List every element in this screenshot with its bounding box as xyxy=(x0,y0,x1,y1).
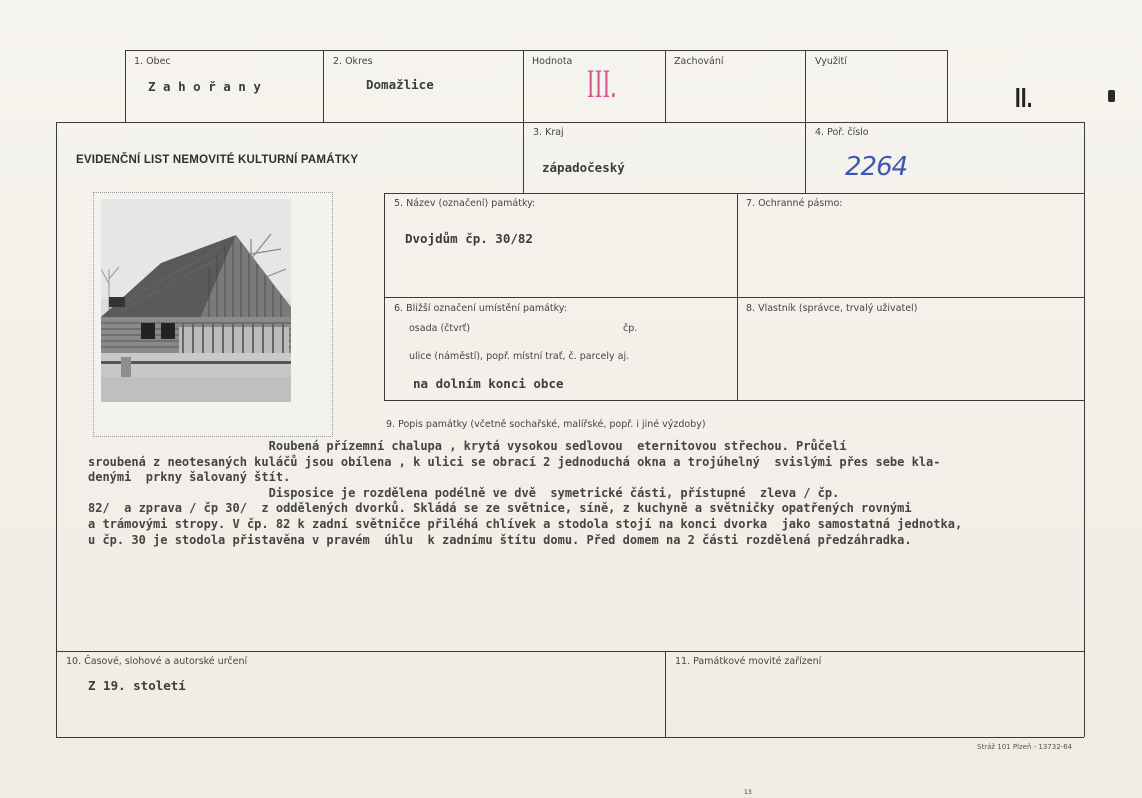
rule xyxy=(56,122,1084,123)
obec-value: Z a h o ř a n y xyxy=(148,79,261,94)
hodnota-stamp: III. xyxy=(587,61,617,106)
nazev-label: 5. Název (označení) památky: xyxy=(394,198,536,209)
hodnota-label: Hodnota xyxy=(532,56,573,67)
ink-mark xyxy=(1108,90,1115,102)
obec-label: 1. Obec xyxy=(134,56,171,67)
rule xyxy=(323,50,324,122)
popis-line: Roubená přízemní chalupa , krytá vysokou sedlovou eternitovou střechou. Průčelí xyxy=(88,439,847,453)
rule xyxy=(56,651,1084,652)
print-footer: Stráž 101 Plzeň - 13732-64 xyxy=(977,743,1073,751)
kraj-label: 3. Kraj xyxy=(533,127,564,138)
rule xyxy=(1084,122,1085,737)
umisteni-label: 6. Bližší označení umístění památky: xyxy=(394,303,567,314)
vlastnik-label: 8. Vlastník (správce, trvalý uživatel) xyxy=(746,303,918,314)
okres-label: 2. Okres xyxy=(333,56,373,67)
okres-value: Domažlice xyxy=(366,77,434,92)
popis-line: a trámovými stropy. V čp. 82 k zadní světničce přiléhá chlívek a stodola stojí na konci dvorka jako samostatná jednotka, xyxy=(88,516,963,531)
ochranne-label: 7. Ochranné pásmo: xyxy=(746,198,843,209)
rule xyxy=(523,50,524,193)
popis-line: Disposice je rozdělena podélně ve dvě symetrické části, přístupné zleva / čp. xyxy=(88,485,840,500)
zachovani-label: Zachování xyxy=(674,56,724,67)
umisteni-value: na dolním konci obce xyxy=(413,376,564,391)
rule xyxy=(384,193,1084,194)
vyuziti-label: Využití xyxy=(815,56,847,67)
rule xyxy=(665,50,666,122)
popis-line: denými prkny šalovaný štít. xyxy=(88,470,291,485)
por-cislo-label: 4. Poř. číslo xyxy=(815,127,869,138)
popis-label: 9. Popis památky (včetně sochařské, malířské, popř. i jiné výzdoby) xyxy=(386,419,706,430)
popis-line: u čp. 30 je stodola přistavěna v pravém úhlu k zadnímu štítu domu. Před domem na 2 části rozdělená předzáhradka. xyxy=(88,532,912,547)
rule xyxy=(125,50,947,51)
urceni-value: Z 19. století xyxy=(88,678,186,693)
house-photo xyxy=(101,199,291,402)
popis-text xyxy=(88,439,1048,548)
page-number: 13 xyxy=(744,789,752,796)
rule xyxy=(56,737,1084,738)
kraj-value: západočeský xyxy=(542,160,625,175)
rule xyxy=(805,50,806,193)
rule xyxy=(56,122,57,737)
form-title: EVIDENČNÍ LIST NEMOVITÉ KULTURNÍ PAMÁTKY xyxy=(76,154,359,166)
rule xyxy=(384,297,1084,298)
ulice-label: ulice (náměstí), popř. místní trať, č. parcely aj. xyxy=(409,351,630,362)
house-photo-image xyxy=(101,199,291,402)
rule xyxy=(384,400,1084,401)
popis-line: 82/ a zprava / čp 30/ z oddělených dvorků. Skládá se ze světnice, síně, z kuchyně a světničky opatřených rovnými xyxy=(88,501,912,516)
corner-mark: II. xyxy=(1014,82,1033,113)
zarizeni-label: 11. Památkové movité zařízení xyxy=(675,656,822,667)
rule xyxy=(665,651,666,737)
por-cislo-handwritten: 2264 xyxy=(845,152,908,182)
cp-label: čp. xyxy=(623,323,638,334)
popis-line: sroubená z neotesaných kuláčů jsou obílena , k ulici se obrací 2 jednoduchá okna a trojúhelný svislými přes sebe kla- xyxy=(88,454,941,469)
nazev-value: Dvojdům čp. 30/82 xyxy=(405,231,533,246)
rule xyxy=(125,50,126,122)
rule xyxy=(947,50,948,122)
osada-label: osada (čtvrť) xyxy=(409,323,471,334)
urceni-label: 10. Časové, slohové a autorské určení xyxy=(66,656,248,667)
